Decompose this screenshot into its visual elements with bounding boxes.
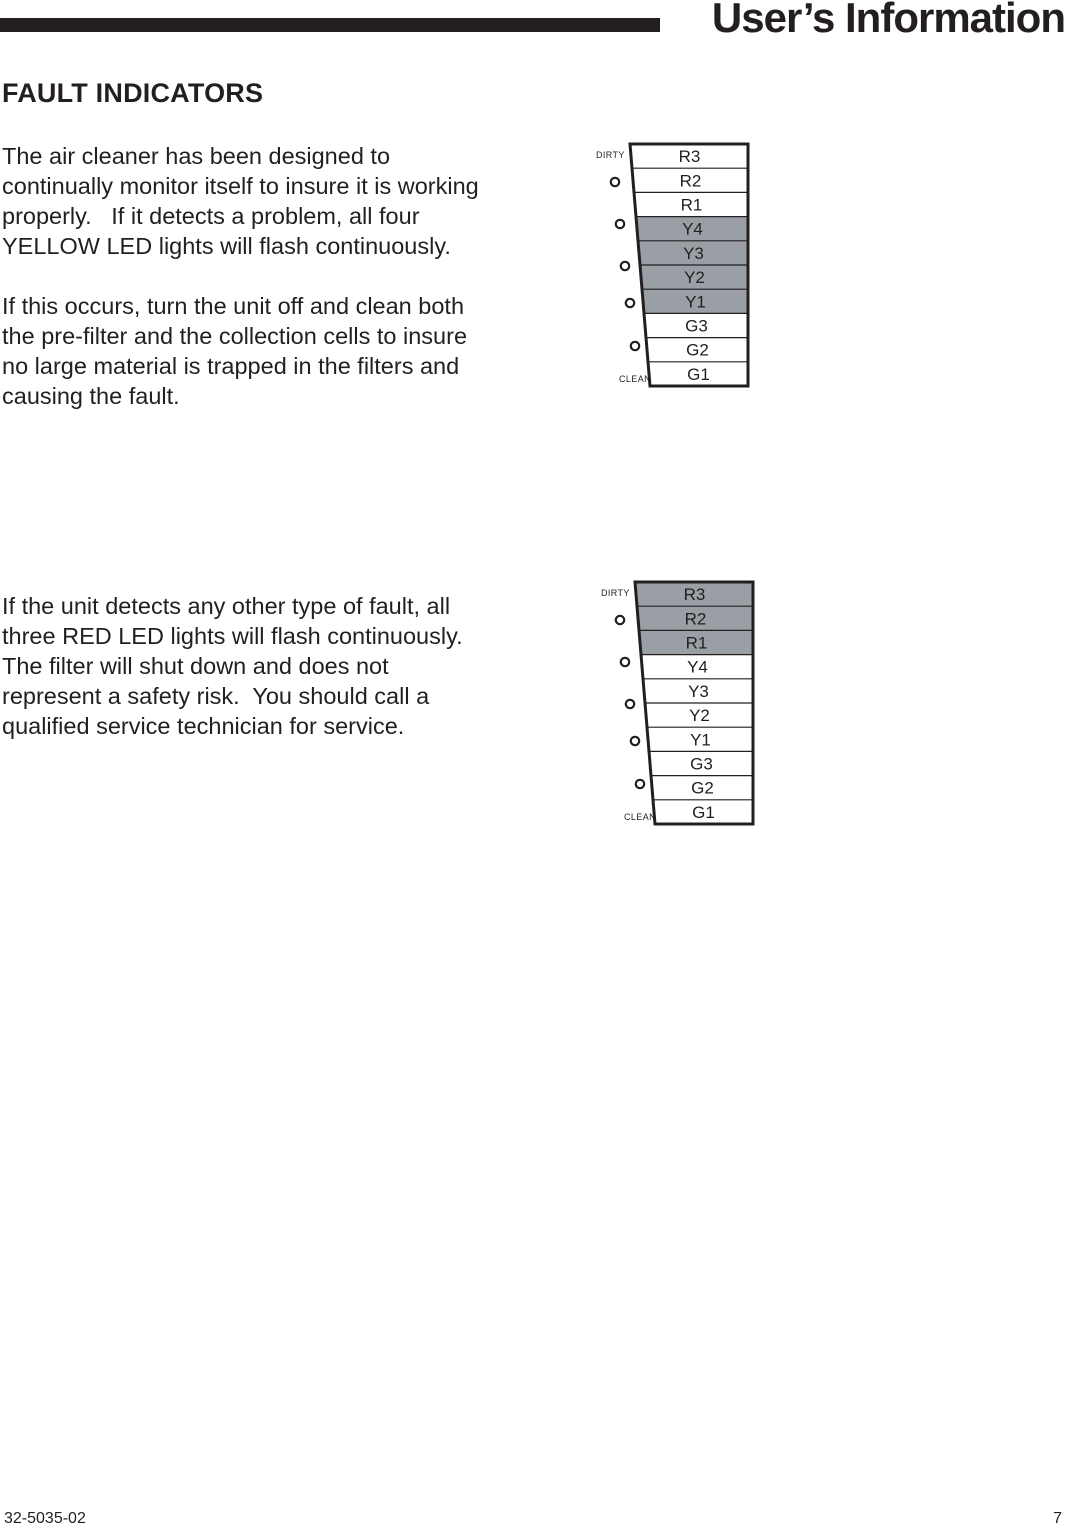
led-label-g1: G1 <box>687 364 710 384</box>
indicator-button-circle <box>611 178 619 186</box>
paragraph-line: no large material is trapped in the filters and <box>2 353 460 379</box>
clean-label: CLEAN <box>624 812 657 822</box>
indicator-button-circle <box>631 737 639 745</box>
led-label-r3: R3 <box>683 585 706 605</box>
indicator-button-circle <box>616 220 624 228</box>
clean-label: CLEAN <box>619 374 652 384</box>
led-label-y1: Y1 <box>685 292 706 312</box>
led-label-y3: Y3 <box>688 681 709 701</box>
led-label-r2: R2 <box>679 171 702 191</box>
led-label-g1: G1 <box>692 802 715 822</box>
paragraph-line: causing the fault. <box>2 383 180 409</box>
paragraph-line: the pre-filter and the collection cells to insure <box>2 323 468 349</box>
led-label-g3: G3 <box>685 316 708 336</box>
led-label-g2: G2 <box>691 778 714 798</box>
page-header-title: User’s Information <box>711 0 1065 41</box>
paragraph-line: properly. If it detects a problem, all four <box>2 203 420 229</box>
indicator-button-circle <box>621 658 629 666</box>
led-label-r1: R1 <box>685 633 708 653</box>
paragraph-line: If the unit detects any other type of fault, all <box>2 593 451 619</box>
led-label-g3: G3 <box>690 754 713 774</box>
led-label-y2: Y2 <box>689 706 710 726</box>
led-label-r2: R2 <box>684 609 707 629</box>
paragraph-yellow-fault <box>2 141 522 261</box>
paragraph-line: The air cleaner has been designed to <box>2 143 391 169</box>
document-number: 32-5035-02 <box>4 1510 86 1527</box>
paragraph-line: The filter will shut down and does not <box>2 653 389 679</box>
indicator-button-circle <box>616 616 624 624</box>
indicator-button-circle <box>636 780 644 788</box>
indicator-button-circle <box>621 262 629 270</box>
paragraph-line: If this occurs, turn the unit off and clean both <box>2 293 465 319</box>
header-rule <box>0 18 660 32</box>
led-label-y1: Y1 <box>690 730 711 750</box>
indicator-button-circle <box>626 299 634 307</box>
indicator-button-circle <box>626 700 634 708</box>
paragraph-line: three RED LED lights will flash continuously. <box>2 623 463 649</box>
page-number: 7 <box>1053 1510 1062 1527</box>
led-label-g2: G2 <box>686 340 709 360</box>
paragraph-line: qualified service technician for service. <box>2 713 405 739</box>
led-label-r3: R3 <box>678 147 701 167</box>
led-label-y4: Y4 <box>687 657 708 677</box>
dirty-label: DIRTY <box>601 588 630 598</box>
indicator-1-svg <box>580 136 760 396</box>
paragraph-clean-instructions <box>2 291 522 411</box>
indicator-panel-yellow-fault <box>580 136 760 396</box>
led-label-y3: Y3 <box>683 243 704 263</box>
indicator-button-circle <box>631 342 639 350</box>
paragraph-line: continually monitor itself to insure it is working <box>2 173 479 199</box>
paragraph-red-fault <box>2 591 522 741</box>
led-label-y2: Y2 <box>684 268 705 288</box>
indicator-panel-red-fault <box>585 574 765 836</box>
section-title: FAULT INDICATORS <box>2 78 264 108</box>
led-label-y4: Y4 <box>682 219 703 239</box>
indicator-2-svg <box>585 574 765 836</box>
paragraph-line: YELLOW LED lights will flash continuously. <box>2 233 451 259</box>
led-label-r1: R1 <box>680 195 703 215</box>
paragraph-line: represent a safety risk. You should call a <box>2 683 430 709</box>
dirty-label: DIRTY <box>596 150 625 160</box>
